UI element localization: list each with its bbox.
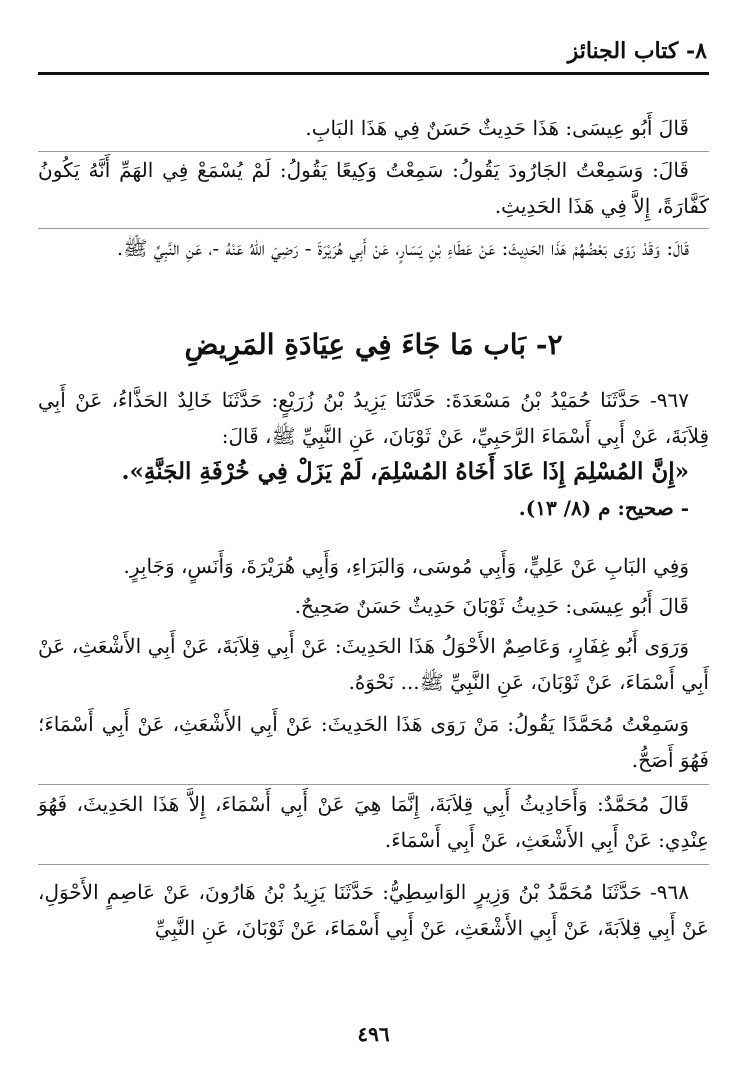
paragraph-abi-qilaba [38, 786, 709, 858]
separator [38, 784, 709, 785]
separator [38, 864, 709, 865]
paragraph-ata-ibn-yasar [38, 230, 709, 266]
hadith-967 [38, 382, 709, 526]
paragraph-text: قَالَ أَبُو عِيسَى: حَدِيثُ ثَوْبَانَ حَدِيثٌ حَسَنٌ صَحِيحٌ. [294, 594, 689, 618]
running-header [40, 36, 707, 66]
paragraph-text: وَسَمِعْتُ مُحَمَّدًا يَقُولُ: مَنْ رَوَى هَذَا الحَدِيثَ: عَنْ أَبِي الأَشْعَثِ، عَنْ أَبِي أَسْمَاءَ؛ فَهُوَ أَصَحُّ. [38, 712, 709, 772]
separator [38, 228, 709, 229]
header-title: ٨- كتاب الجنائز [567, 38, 707, 64]
paragraph-abu-isa-hasan [38, 110, 709, 146]
paragraph-text: وَرَوَى أَبُو غِفَارٍ، وَعَاصِمٌ الأَحْوَلُ هَذَا الحَدِيثَ: عَنْ أَبِي قِلاَبَةَ، عَنْ أَبِي الأَشْعَثِ، عَنْ أَبِي أَسْمَاءَ، عَنْ ثَوْبَانَ، عَنِ النَّبِيِّ ﷺ... نَحْوَهُ. [38, 634, 709, 694]
paragraph-text: وَفِي البَابِ عَنْ عَلِيٍّ، وَأَبِي مُوسَى، وَالبَرَاءِ، وَأَبِي هُرَيْرَةَ، وَأَنَسٍ، وَجَابِرٍ. [123, 554, 689, 578]
hadith-grade: - صحيح: م (٨/ ١٣). [518, 496, 689, 520]
hadith-chain: ٩٦٨- حَدَّثَنَا مُحَمَّدُ بْنُ وَزِيرٍ الوَاسِطِيُّ: حَدَّثَنَا يَزِيدُ بْنُ هَارُونَ، عَنْ عَاصِمٍ الأَحْوَلِ، عَنْ أَبِي قِلاَبَةَ، عَنْ أَبِي الأَشْعَثِ، عَنْ أَبِي أَسْمَاءَ، عَنْ ثَوْبَانَ، عَنِ النَّبِيِّ [38, 880, 709, 940]
hadith-968 [38, 874, 709, 946]
paragraph-text: قَالَ: وَسَمِعْتُ الجَارُودَ يَقُولُ: سَمِعْتُ وَكِيعًا يَقُولُ: لَمْ يُسْمَعْ فِي الهَمِّ أَنَّهُ يَكُونُ كَفَّارَةً، إِلاَّ فِي هَذَا الحَدِيثِ. [38, 158, 709, 218]
paragraph-abu-ghifar [38, 628, 709, 700]
paragraph-muhammad-said [38, 706, 709, 778]
paragraph-fil-bab [38, 548, 709, 584]
paragraph-text: قَالَ: وَقَدْ رَوَى بَعْضُهُمْ هَذَا الحَدِيثَ: عَنْ عَطَاءِ بْنِ يَسَارٍ، عَنْ أَبِي هُرَيْرَةَ - رَضِيَ اللهُ عَنْهُ -، عَنِ النَّبِيِّ ﷺ. [116, 236, 689, 260]
paragraph-text: قَالَ مُحَمَّدٌ: وَأَحَادِيثُ أَبِي قِلاَبَةَ، إِنَّمَا هِيَ عَنْ أَبِي أَسْمَاءَ، إِلاَّ هَذَا الحَدِيثَ، فَهُوَ عِنْدِي: عَنْ أَبِي الأَشْعَثِ، عَنْ أَبِي أَسْمَاءَ. [38, 792, 709, 852]
page-number: ٤٩٦ [357, 1022, 390, 1046]
hadith-text: «إِنَّ المُسْلِمَ إِذَا عَادَ أَخَاهُ المُسْلِمَ، لَمْ يَزَلْ فِي خُرْفَةِ الجَنَّةِ». [121, 458, 689, 485]
paragraph-jarud [38, 152, 709, 224]
hadith-chain: ٩٦٧- حَدَّثَنَا حُمَيْدُ بْنُ مَسْعَدَةَ: حَدَّثَنَا يَزِيدُ بْنُ زُرَيْعٍ: حَدَّثَنَا خَالِدٌ الحَذَّاءُ، عَنْ أَبِي قِلاَبَةَ، عَنْ أَبِي أَسْمَاءَ الرَّحَبِيِّ، عَنْ ثَوْبَانَ، عَنِ النَّبِيِّ ﷺ، قَالَ: [38, 388, 709, 448]
chapter-heading: ٢- بَاب مَا جَاءَ فِي عِيَادَةِ المَرِيضِ [184, 328, 563, 361]
paragraph-text: قَالَ أَبُو عِيسَى: هَذَا حَدِيثٌ حَسَنٌ فِي هَذَا البَابِ. [305, 116, 689, 140]
header-rule [38, 72, 709, 75]
paragraph-thawban-grade [38, 588, 709, 624]
